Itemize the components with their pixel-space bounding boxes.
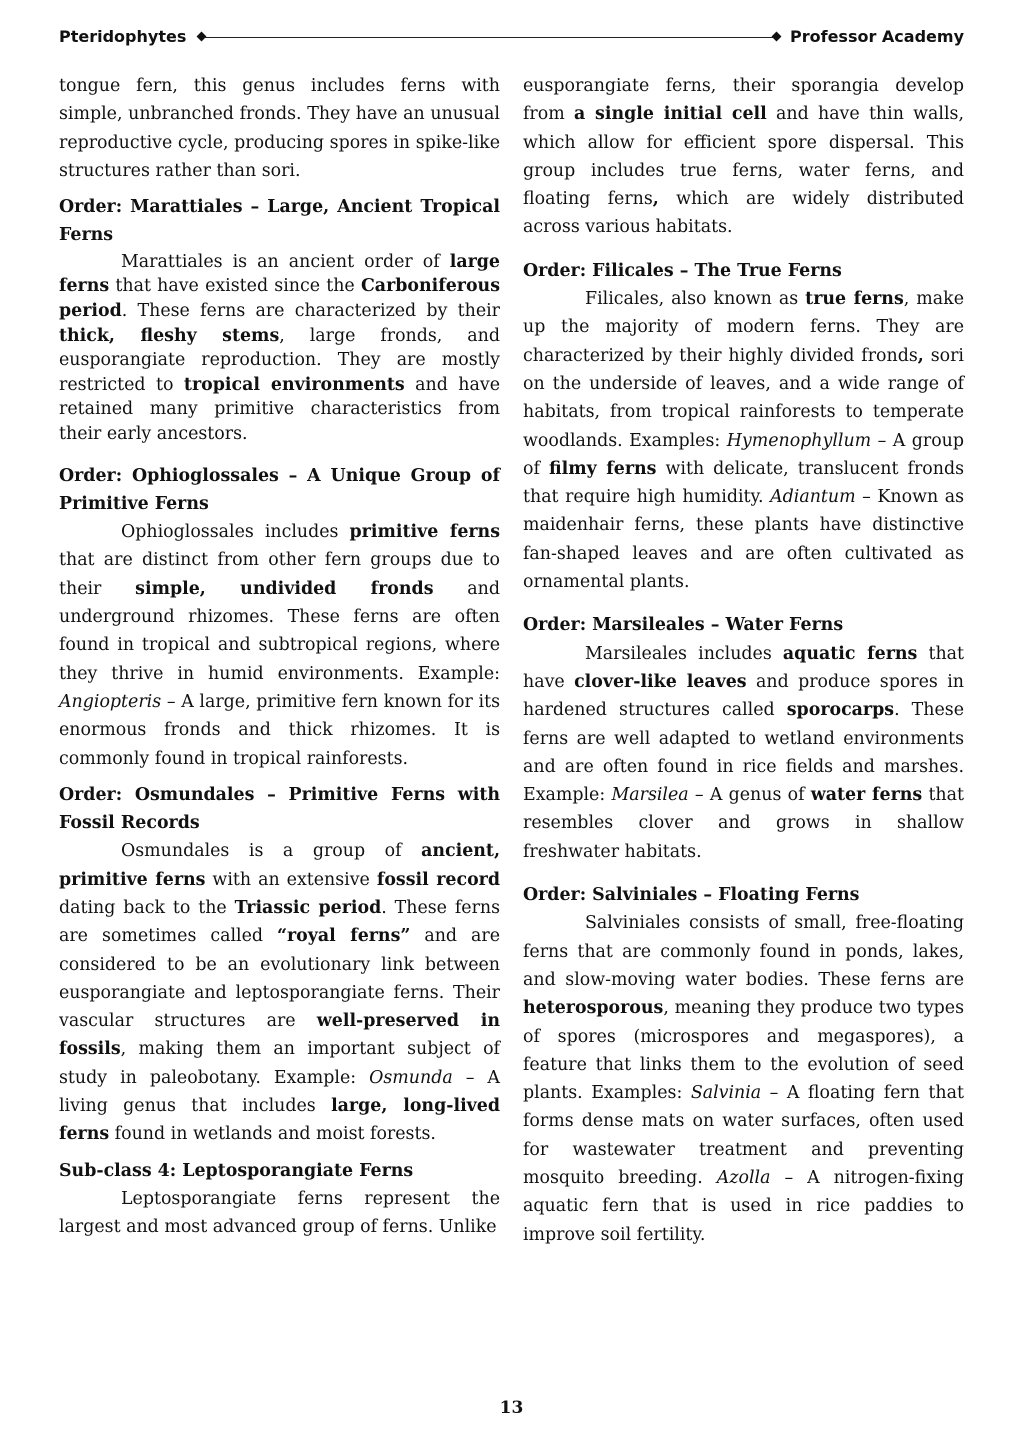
continued-paragraph: tongue fern, this genus includes ferns with simple, unbranched fronds. They have an unusual reproductive cycle, producing spores in spike-like structures rather than sori. [59, 76, 500, 181]
paragraph-leptosporangiate: Leptosporangiate ferns represent the largest and most advanced group of ferns. Unlike [59, 1188, 500, 1238]
paragraph-ophioglossales: Ophioglossales includes primitive ferns that are distinct from other fern groups due to their simple, undivided fronds and underground rhizomes. These ferns are often found in tropical and subtropical regions, where they thrive in humid environments. Example: Angiopteris – A large, primitive fern known for its enormous fronds and thick rhizomes. It is commonly found in tropical rainforests. [59, 522, 501, 769]
heading-ophioglossales: Order: Ophioglossales – A Unique Group of Primitive Ferns [59, 465, 500, 514]
right-column [523, 72, 964, 1249]
paragraph-filicales: Filicales, also known as true ferns, make up the majority of modern ferns. They are characterized by their highly divided fronds, sori on the underside of leaves, and a wide range of habitats, from tropical rainforests to temperate woodlands. Examples: Hymenophyllum – A group of filmy ferns with delicate, translucent fronds that require high humidity. Adiantum – Known as maidenhair ferns, these plants have distinctive fan-shaped leaves and are often cultivated as ornamental plants. [523, 289, 965, 593]
header-title: Pteridophytes [59, 27, 187, 46]
heading-salviniales: Order: Salviniales – Floating Ferns [523, 885, 860, 906]
paragraph-marsileales: Marsileales includes aquatic ferns that have clover-like leaves and produce spores in hardened structures called sporocarps. These ferns are well adapted to wetland environments and are often found in rice fields and marshes. Example: Marsilea – A genus of water ferns that resembles clover and grows in shallow freshwater habitats. [523, 643, 964, 862]
heading-marattiales: Order: Marattiales – Large, Ancient Tropical Ferns [59, 197, 500, 246]
heading-osmundales: Order: Osmundales – Primitive Ferns with Fossil Records [59, 784, 500, 834]
header-publisher: Professor Academy [790, 27, 964, 46]
paragraph-salviniales: Salviniales consists of small, free-floating ferns that are commonly found in ponds, lakes, and slow-moving water bodies. These ferns are heterosporous, meaning they produce two types of spores (microspores and megaspores), a feature that links them to the evolution of seed plants. Examples: Salvinia – A floating fern that forms dense mats on water surfaces, often used for wastewater treatment and preventing mosquito breeding. Azolla – A nitrogen-fixing aquatic fern that is used in rice paddies to improve soil fertility. [523, 913, 964, 1245]
heading-marsileales: Order: Marsileales – Water Ferns [523, 615, 844, 636]
heading-subclass-4: Sub-class 4: Leptosporangiate Ferns [59, 1160, 414, 1181]
paragraph-marattiales: Marattiales is an ancient order of large ferns that have existed since the Carboniferous period. These ferns are characterized by their thick, fleshy stems, large fronds, and eusporangiate reproduction. They are mostly restricted to tropical environments and have retained many primitive characteristics from their early ancestors. [59, 251, 500, 444]
header-rule [204, 37, 776, 38]
running-header [59, 24, 964, 52]
left-column [59, 72, 500, 1242]
header-diamond-right-icon [772, 32, 782, 42]
paragraph-leptosporangiate-continued: eusporangiate ferns, their sporangia develop from a single initial cell and have thin walls, which allow for efficient spore dispersal. This group includes true ferns, water ferns, and floating ferns, which are widely distributed across various habitats. [523, 76, 964, 238]
paragraph-osmundales: Osmundales is a group of ancient, primitive ferns with an extensive fossil record dating back to the Triassic period. These ferns are sometimes called “royal ferns” and are considered to be an evolutionary link between eusporangiate and leptosporangiate ferns. Their vascular structures are well-preserved in fossils, making them an important subject of study in paleobotany. Example: Osmunda – A living genus that includes large, long-lived ferns found in wetlands and moist forests. [59, 841, 501, 1145]
page-number: 13 [499, 1398, 524, 1418]
heading-filicales: Order: Filicales – The True Ferns [523, 260, 842, 281]
